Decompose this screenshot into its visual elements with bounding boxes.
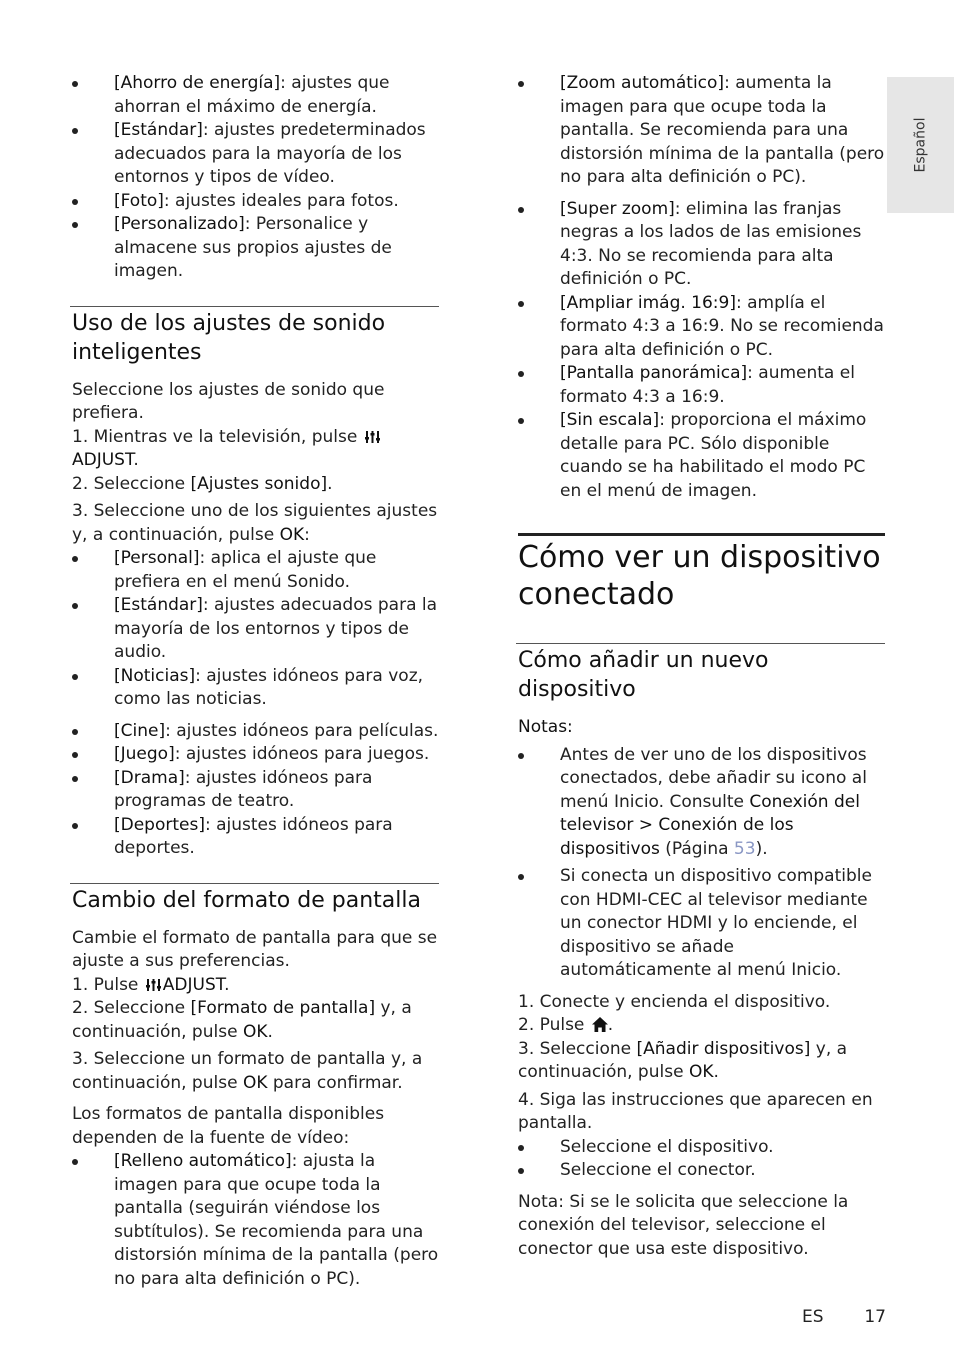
left-column — [72, 72, 439, 1291]
list-item: Seleccione el conector. — [518, 1159, 885, 1183]
list-item: [Ahorro de energía]: ajustes que ahorran el máximo de energía. — [72, 72, 439, 119]
list-item: [Pantalla panorámica]: aumenta el formato 4:3 a 16:9. — [518, 362, 885, 409]
picture-settings-list — [72, 72, 439, 284]
home-icon — [592, 1017, 608, 1032]
notes-list-2 — [518, 865, 885, 983]
sound-step-1: 1. Mientras ve la televisión, pulse ADJUST. — [72, 426, 439, 473]
sound-intro: Seleccione los ajustes de sonido que prefiera. — [72, 379, 385, 423]
add-step-3: 3. Seleccione [Añadir dispositivos] y, a continuación, pulse OK. — [518, 1038, 848, 1082]
notes-list — [518, 744, 885, 862]
page-number: 17 — [864, 1307, 886, 1327]
list-item: [Zoom automático]: aumenta la imagen para que ocupe toda la pantalla. Se recomienda para una distorsión mínima de la pantalla (pero no para alta definición o PC). — [518, 72, 885, 190]
sound-settings-heading: Uso de los ajustes de sonido inteligentes — [70, 306, 439, 367]
format-options-list-cont — [518, 72, 885, 190]
sound-options-list — [72, 547, 439, 712]
list-item: [Juego]: ajustes idóneos para juegos. — [72, 743, 439, 767]
add-step-4: 4. Siga las instrucciones que aparecen en pantalla. — [518, 1089, 873, 1133]
add-step-1: 1. Conecte y encienda el dispositivo. — [518, 991, 831, 1012]
format-options-list — [72, 1150, 439, 1291]
list-item: [Sin escala]: proporciona el máximo detalle para PC. Sólo disponible cuando se ha habilitado el modo PC en el menú de imagen. — [518, 409, 885, 503]
list-item: [Personal]: aplica el ajuste que prefiera en el menú Sonido. — [72, 547, 439, 594]
list-item: [Relleno automático]: ajusta la imagen para que ocupe toda la pantalla (seguirán viéndose los subtítulos). Se recomienda para una distorsión mínima de la pantalla (pero no para alta definición o PC). — [72, 1150, 439, 1291]
list-item: [Personalizado]: Personalice y almacene sus propios ajustes de imagen. — [72, 213, 439, 284]
page-link[interactable]: 53 — [733, 838, 756, 859]
cross-reference-link[interactable]: Conexión del televisor > Conexión de los dispositivos — [560, 791, 860, 859]
list-item: [Cine]: ajustes idóneos para películas. — [72, 720, 439, 744]
adjust-icon — [365, 430, 380, 444]
list-item: [Ampliar imág. 16:9]: amplía el formato 4:3 a 16:9. No se recomienda para alta definición o PC. — [518, 292, 885, 363]
format-availability: Los formatos de pantalla disponibles dependen de la fuente de vídeo: — [72, 1104, 385, 1148]
adjust-icon — [146, 978, 161, 992]
final-note: Nota: Si se le solicita que seleccione la conexión del televisor, seleccione el conector que usa este dispositivo. — [518, 1191, 849, 1259]
footer-language: ES — [802, 1307, 824, 1327]
add-device-heading: Cómo añadir un nuevo dispositivo — [516, 643, 885, 704]
notes-label: Notas: — [518, 717, 573, 737]
format-intro: Cambie el formato de pantalla para que se ajuste a sus preferencias. — [72, 927, 438, 971]
list-item: [Estándar]: ajustes predeterminados adecuados para la mayoría de los entornos y tipos de vídeo. — [72, 119, 439, 190]
step4-list — [518, 1136, 885, 1183]
screen-format-heading: Cambio del formato de pantalla — [70, 883, 439, 915]
list-item: [Drama]: ajustes idóneos para programas de teatro. — [72, 767, 439, 814]
format-step-2: 2. Seleccione [Formato de pantalla] y, a continuación, pulse OK. — [72, 998, 412, 1042]
sound-step-2: 2. Seleccione [Ajustes sonido]. — [72, 473, 333, 494]
list-item: Seleccione el dispositivo. — [518, 1136, 885, 1160]
language-tab — [887, 77, 954, 213]
right-column — [518, 72, 885, 1261]
list-item: [Estándar]: ajustes adecuados para la mayoría de los entornos y tipos de audio. — [72, 594, 439, 665]
sound-options-list-2 — [72, 720, 439, 861]
list-item: [Noticias]: ajustes idóneos para voz, como las noticias. — [72, 665, 439, 712]
list-item: [Foto]: ajustes ideales para fotos. — [72, 190, 439, 214]
format-options-list-cont-2 — [518, 198, 885, 504]
format-step-1: 1. Pulse ADJUST. — [72, 974, 230, 995]
list-item: [Super zoom]: elimina las franjas negras a los lados de las emisiones 4:3. No se recomienda para alta definición o PC. — [518, 198, 885, 292]
add-step-2: 2. Pulse . — [518, 1015, 614, 1035]
sound-step-3: 3. Seleccione uno de los siguientes ajustes y, a continuación, pulse OK: — [72, 501, 438, 545]
list-item: Antes de ver uno de los dispositivos conectados, debe añadir su icono al menú Inicio. Consulte Conexión del televisor > Conexión de los dispositivos (Página 53). — [518, 744, 885, 862]
page-footer — [802, 1306, 886, 1330]
list-item: [Deportes]: ajustes idóneos para deportes. — [72, 814, 439, 861]
connected-device-heading: Cómo ver un dispositivo conectado — [518, 533, 885, 613]
format-step-3: 3. Seleccione un formato de pantalla y, a continuación, pulse OK para confirmar. — [72, 1049, 423, 1093]
list-item: Si conecta un dispositivo compatible con HDMI-CEC al televisor mediante un conector HDMI y lo enciende, el dispositivo se añade automáticamente al menú Inicio. — [518, 865, 885, 983]
language-tab-label: Español — [911, 117, 928, 173]
